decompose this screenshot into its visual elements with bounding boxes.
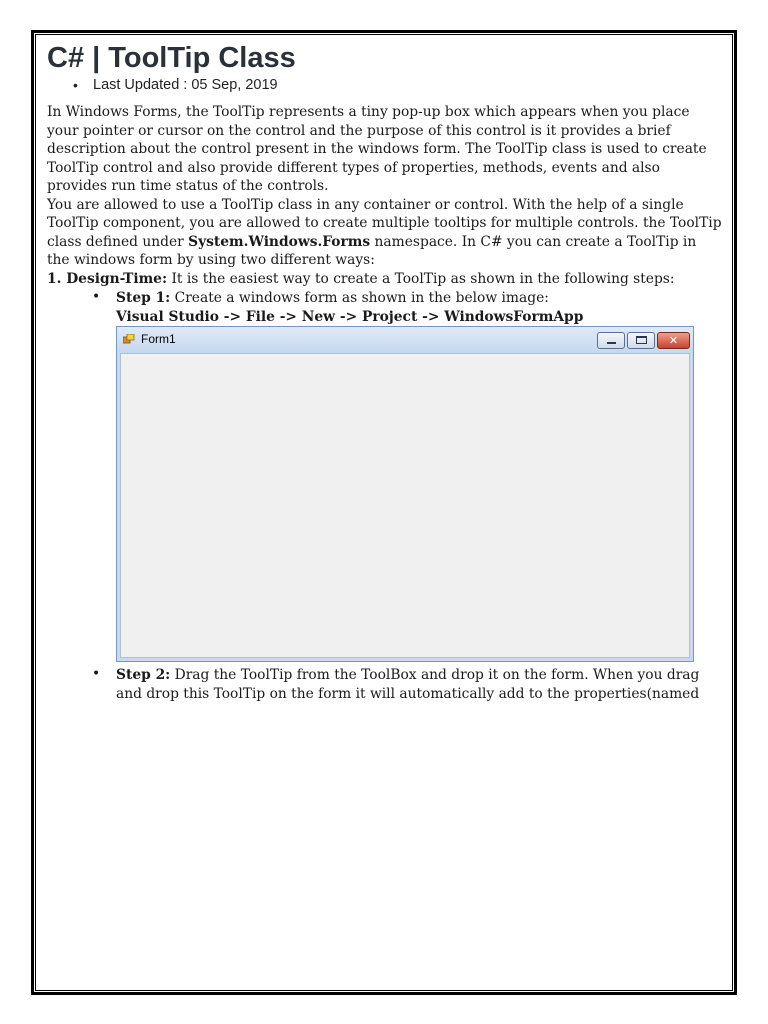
- bullet-icon: •: [73, 77, 78, 93]
- last-updated: Last Updated : 05 Sep, 2019: [93, 77, 278, 93]
- step-2: [116, 666, 721, 703]
- close-icon: ✕: [668, 334, 679, 347]
- article-body: [47, 103, 723, 288]
- namespace-name: System.Windows.Forms: [188, 233, 371, 250]
- step-1-text: Create a windows form as shown in the below image:: [170, 290, 549, 306]
- maximize-icon: [636, 336, 647, 344]
- bullet-icon: •: [92, 289, 101, 305]
- menu-path: Visual Studio -> File -> New -> Project -> WindowsFormApp: [116, 308, 584, 325]
- step-1-label: Step 1:: [116, 290, 171, 306]
- close-button[interactable]: [657, 332, 690, 349]
- bullet-icon: •: [92, 666, 101, 682]
- step-1: [116, 289, 721, 326]
- usage-text-end: namespace. In C# you can create a ToolTip in the windows form by using two different ways:: [47, 233, 697, 268]
- minimize-icon: [607, 342, 616, 344]
- window-titlebar: [117, 327, 693, 353]
- design-time-text: It is the easiest way to create a ToolTip as shown in the following steps:: [167, 270, 675, 287]
- form-app-icon: [123, 334, 135, 345]
- page-title: C# | ToolTip Class: [47, 42, 296, 74]
- design-time-label: 1. Design-Time:: [47, 270, 168, 287]
- intro-paragraph: In Windows Forms, the ToolTip represents a tiny pop-up box which appears when you place your pointer or cursor on the control and the purpose of this control is it provides a brief description about the control present in the windows form. The ToolTip class is used to create ToolTip control and also provide different types of properties, methods, events and also provides run time status of the controls.: [47, 104, 707, 194]
- maximize-button[interactable]: [627, 332, 655, 349]
- step-2-text: Drag the ToolTip from the ToolBox and drop it on the form. When you drag and drop this ToolTip on the form it will automatically add to the properties(named: [116, 667, 700, 702]
- usage-text: You are allowed to use a ToolTip class in any container or control. With the help of a single ToolTip component, you are allowed to create multiple tooltips for multiple controls. the ToolTip class defined under: [47, 196, 722, 250]
- step-2-label: Step 2:: [116, 667, 171, 683]
- usage-paragraph: [47, 196, 723, 270]
- window-title: Form1: [141, 332, 176, 346]
- form-client-area: [120, 353, 690, 658]
- minimize-button[interactable]: [597, 332, 625, 349]
- form1-window-screenshot: [116, 326, 694, 662]
- design-time-heading: [47, 270, 723, 289]
